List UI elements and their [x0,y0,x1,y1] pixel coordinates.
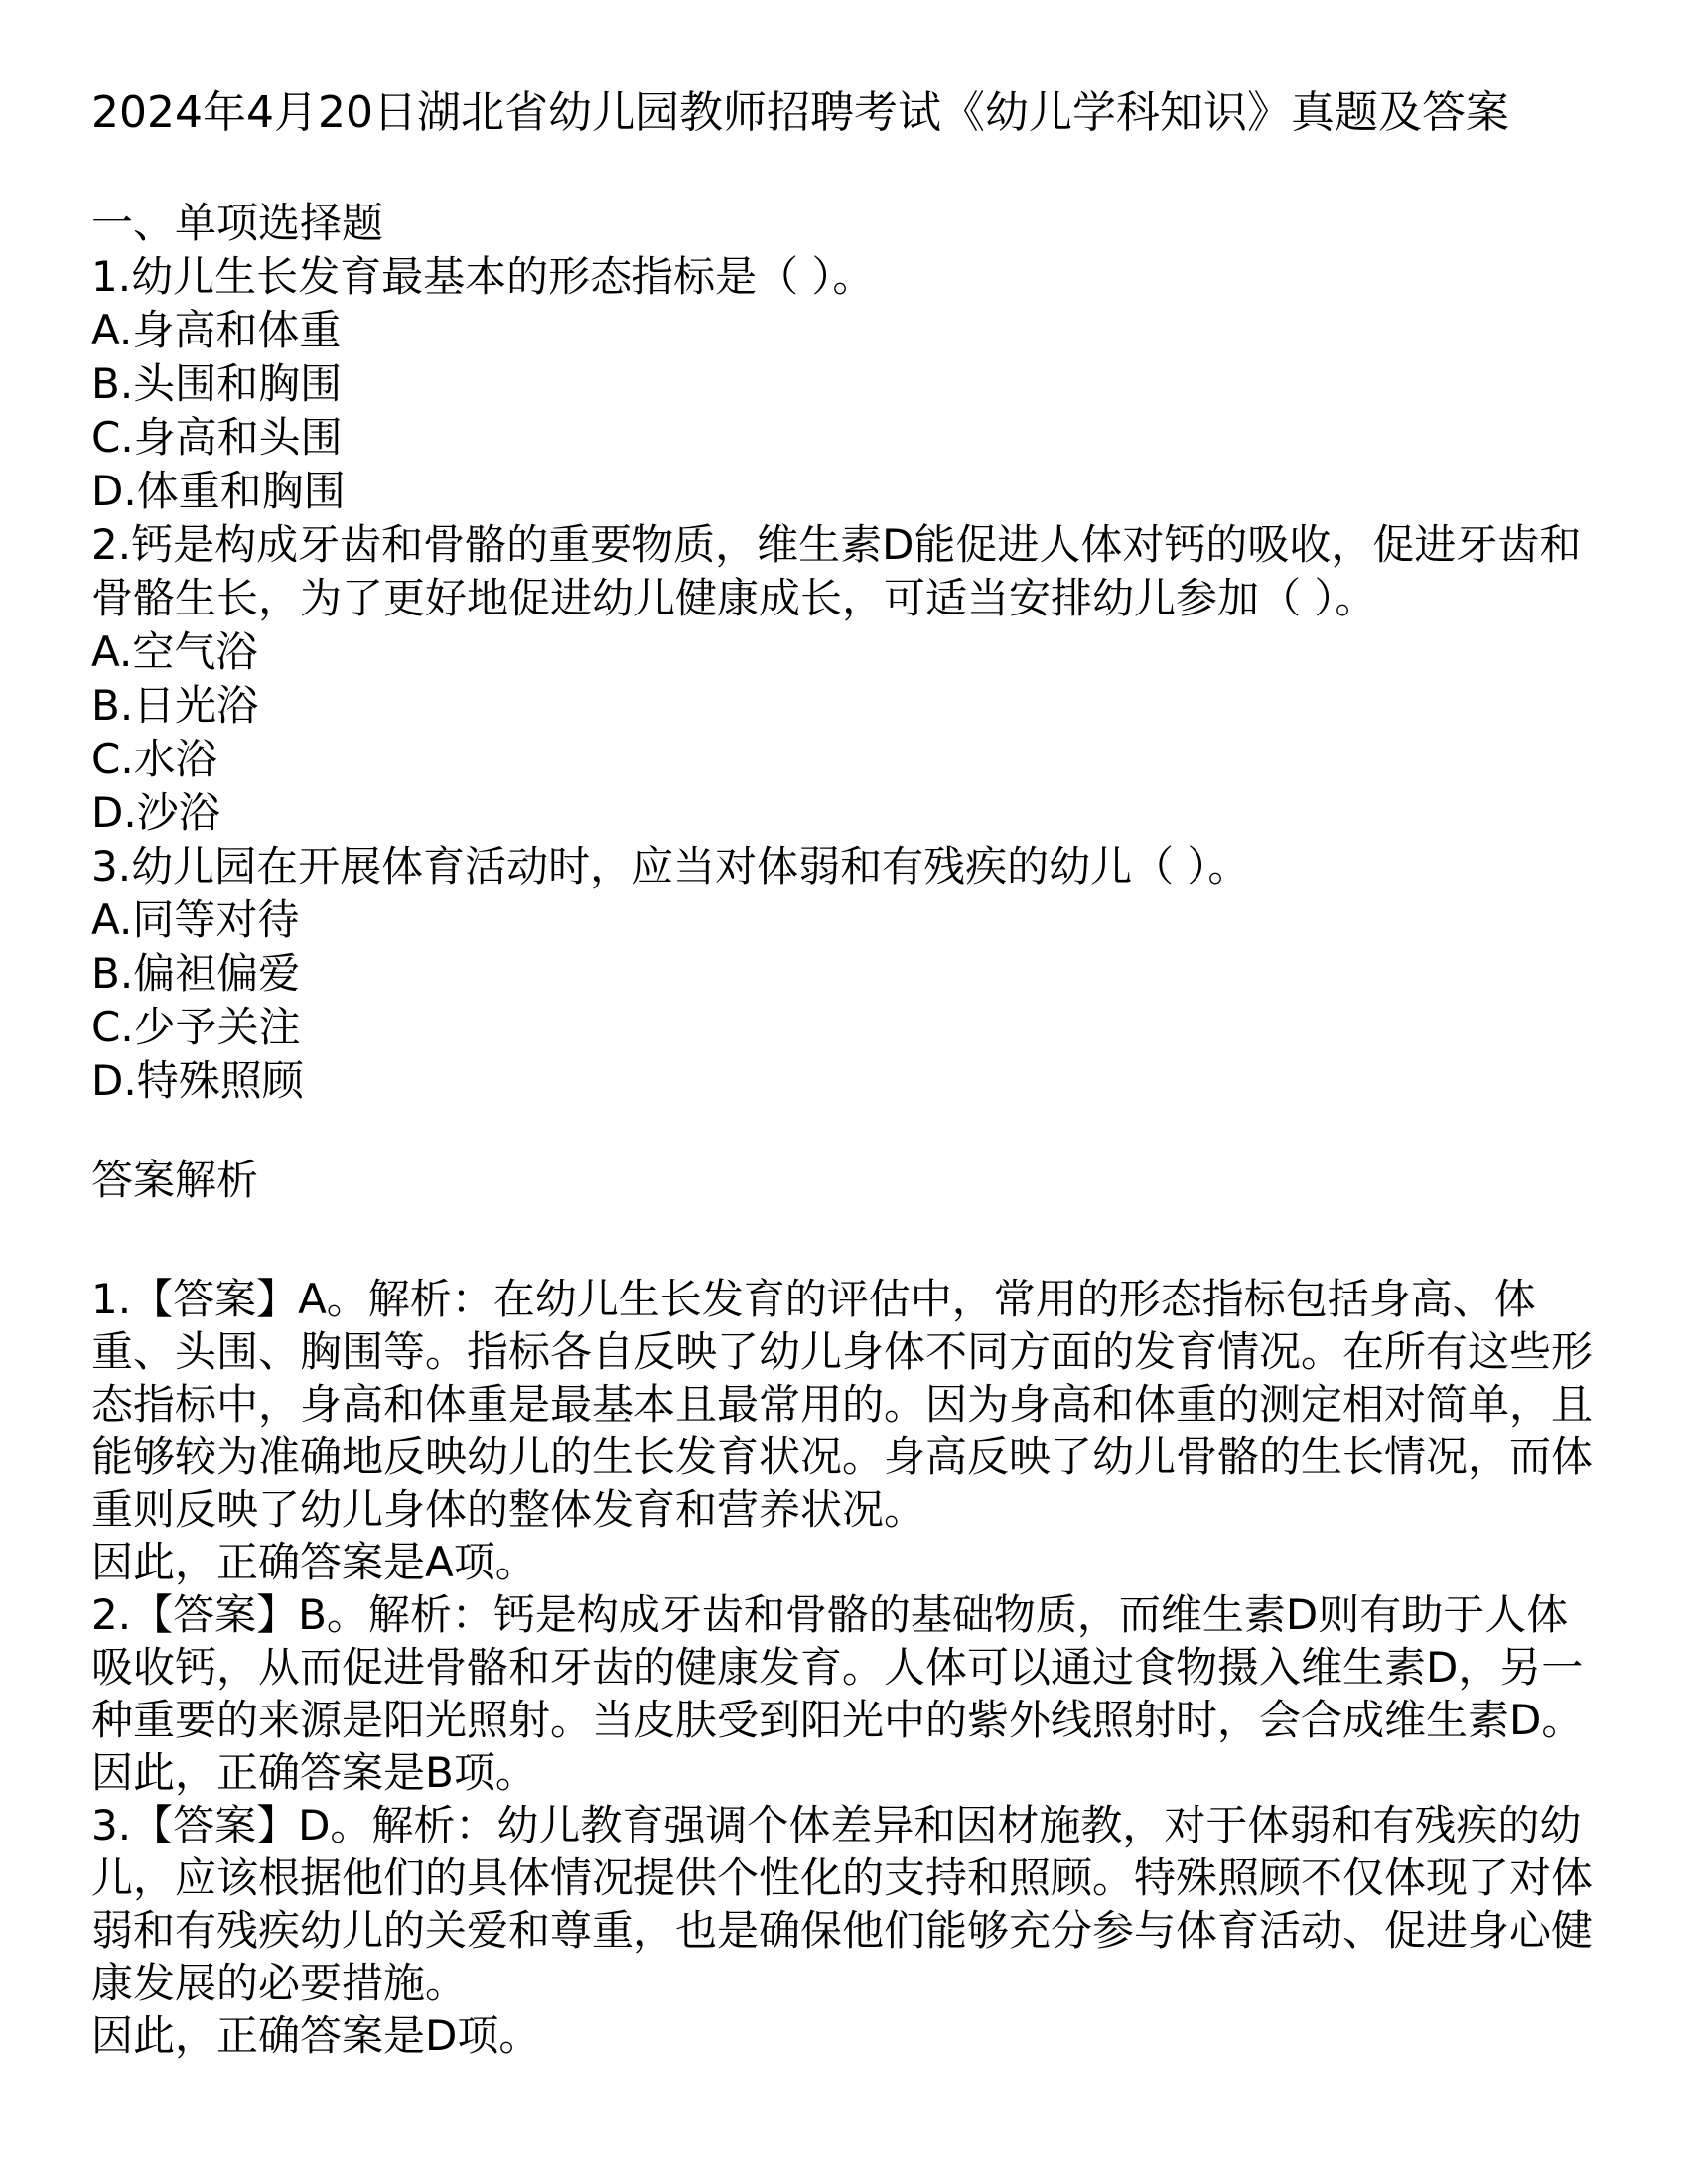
answer-2 [91,1588,1601,1799]
answer-1 [91,1273,1601,1588]
question-stem: 2.钙是构成牙齿和骨骼的重要物质，维生素D能促进人体对钙的吸收，促进牙齿和骨骼生长，为了更好地促进幼儿健康成长，可适当安排幼儿参加（ ）。 [91,520,1582,622]
document-title: 2024年4月20日湖北省幼儿园教师招聘考试《幼儿学科知识》真题及答案 [91,87,1509,138]
answer-explanation: 2.【答案】B。解析：钙是构成牙齿和骨骼的基础物质，而维生素D则有助于人体吸收钙，从而促进骨骼和牙齿的健康发育。人体可以通过食物摄入维生素D，另一种重要的来源是阳光照射。当皮肤受到阳光中的紫外线照射时，会合成维生素D。 [91,1590,1584,1744]
answer-conclusion: 因此，正确答案是D项。 [91,2011,541,2060]
option-a: A.身高和体重 [91,306,342,354]
answer-conclusion: 因此，正确答案是A项。 [91,1538,537,1586]
answer-explanation: 3.【答案】D。解析：幼儿教育强调个体差异和因材施教，对于体弱和有残疾的幼儿，应该根据他们的具体情况提供个性化的支持和照顾。特殊照顾不仅体现了对体弱和有残疾幼儿的关爱和尊重，也是确保他们能够充分参与体育活动、促进身心健康发展的必要措施。 [91,1801,1594,2007]
option-d: D.沙浴 [91,788,220,837]
option-a: A.空气浴 [91,627,258,676]
option-d: D.特殊照顾 [91,1056,304,1105]
answer-explanation: 1.【答案】A。解析：在幼儿生长发育的评估中，常用的形态指标包括身高、体重、头围、胸围等。指标各自反映了幼儿身体不同方面的发育情况。在所有这些形态指标中，身高和体重是最基本且最常用的。因为身高和体重的测定相对简单，且能够较为准确地反映幼儿的生长发育状况。身高反映了幼儿骨骼的生长情况，而体重则反映了幼儿身体的整体发育和营养状况。 [91,1275,1594,1534]
question-stem: 3.幼儿园在开展体育活动时，应当对体弱和有残疾的幼儿（ ）。 [91,842,1250,890]
option-d: D.体重和胸围 [91,467,346,515]
option-b: B.头围和胸围 [91,359,343,408]
question-1 [91,250,1601,518]
answers-list [91,1273,1601,2062]
question-stem: 1.幼儿生长发育最基本的形态指标是（ ）。 [91,252,875,301]
option-b: B.日光浴 [91,681,259,730]
option-c: C.身高和头围 [91,413,343,462]
question-2 [91,518,1601,840]
answer-conclusion: 因此，正确答案是B项。 [91,1748,537,1797]
answers-heading: 答案解析 [91,1156,259,1204]
option-c: C.少予关注 [91,1003,301,1051]
answer-3 [91,1799,1601,2062]
section-heading: 一、单项选择题 [91,199,384,247]
document-page [91,79,1601,2062]
option-b: B.偏袒偏爱 [91,949,301,998]
option-c: C.水浴 [91,735,217,783]
option-a: A.同等对待 [91,895,300,944]
question-3 [91,840,1601,1108]
